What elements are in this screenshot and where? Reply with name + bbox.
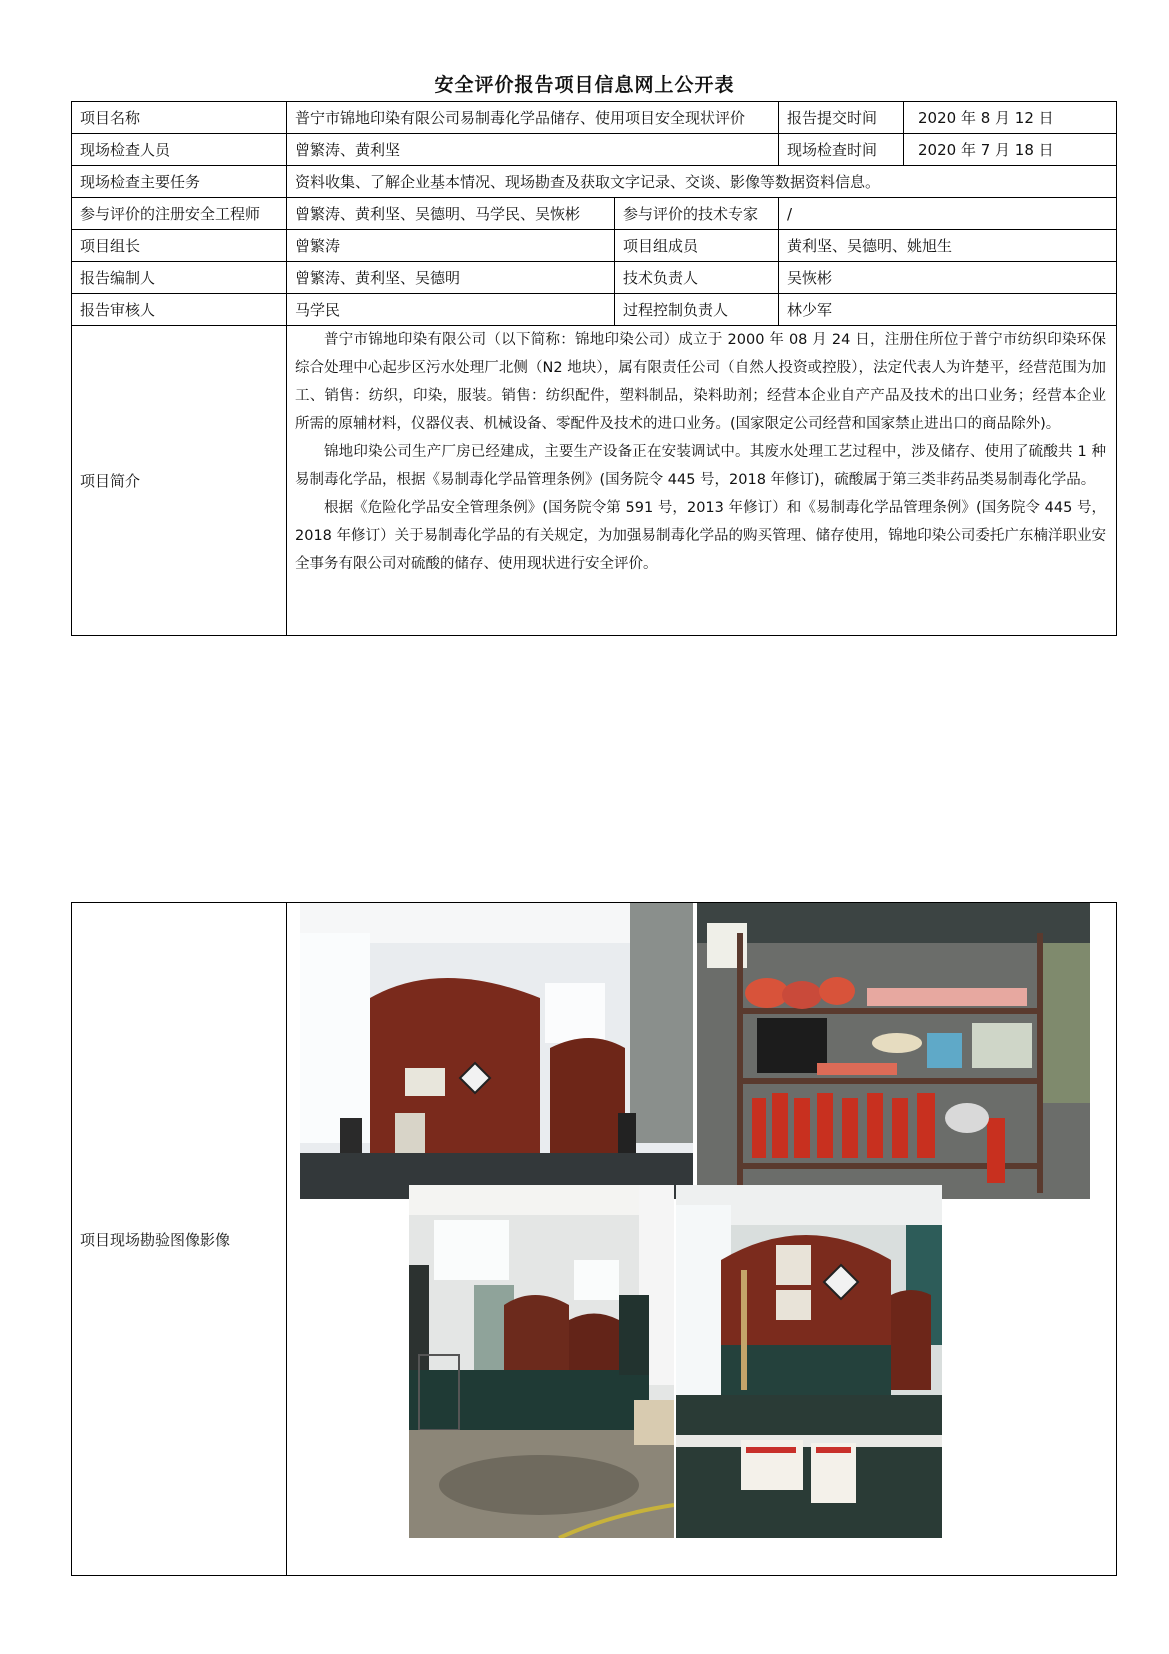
reviewer-label: 报告审核人 xyxy=(72,294,287,326)
row-leader xyxy=(72,230,1117,262)
photos-cell xyxy=(287,903,1117,1576)
row-inspectors xyxy=(72,134,1117,166)
intro-paragraph-1: 普宁市锦地印染有限公司（以下简称：锦地印染公司）成立于 2000 年 08 月 24 日，注册住所位于普宁市纺织印染环保综合处理中心起步区污水处理厂北侧（N2 地块），属有限责任公司（自然人投资或控股），法定代表人为许楚平，经营范围为加工、销售：纺织，印染，服装。销售：纺织配件，塑料制品，染料助剂；经营本企业自产产品及技术的出口业务；经营本企业所需的原辅材料，仪器仪表、机械设备、零配件及技术的进口业务。(国家限定公司经营和国家禁止进出口的商品除外)。 xyxy=(295,332,1107,432)
row-project-name xyxy=(72,102,1117,134)
leader-value: 曾繁涛 xyxy=(287,230,615,262)
row-intro xyxy=(72,326,1117,636)
process-lead-label: 过程控制负责人 xyxy=(615,294,779,326)
photo-tank-signs xyxy=(676,1185,942,1538)
intro-body xyxy=(287,326,1117,636)
experts-value: / xyxy=(779,198,1117,230)
photo-table xyxy=(71,902,1117,1576)
row-reviewer xyxy=(72,294,1117,326)
inspect-time-value: 2020 年 7 月 18 日 xyxy=(904,134,1117,166)
process-lead-value: 林少军 xyxy=(779,294,1117,326)
intro-paragraph-2: 锦地印染公司生产厂房已经建成，主要生产设备正在安装调试中。其废水处理工艺过程中，涉及储存、使用了硫酸共 1 种易制毒化学品，根据《易制毒化学品管理条例》(国务院令 445 号，2018 年修订)，硫酸属于第三类非药品类易制毒化学品。 xyxy=(295,444,1107,488)
photo-ppe-shelf xyxy=(697,903,1090,1199)
intro-paragraph-3: 根据《危险化学品安全管理条例》(国务院令第 591 号，2013 年修订）和《易制毒化学品管理条例》(国务院令 445 号，2018 年修订）关于易制毒化学品的有关规定，为加强易制毒化学品的购买管理、储存使用，锦地印染公司委托广东楠洋职业安全事务有限公司对硫酸的储存、使用现状进行安全评价。 xyxy=(295,500,1107,572)
photo-tanks-wide xyxy=(300,903,693,1199)
row-engineers xyxy=(72,198,1117,230)
reviewer-value: 马学民 xyxy=(287,294,615,326)
experts-label: 参与评价的技术专家 xyxy=(615,198,779,230)
project-name-value: 普宁市锦地印染有限公司易制毒化学品储存、使用项目安全现状评价 xyxy=(287,102,779,134)
tech-lead-value: 吴恢彬 xyxy=(779,262,1117,294)
row-compiler xyxy=(72,262,1117,294)
members-value: 黄利坚、吴德明、姚旭生 xyxy=(779,230,1117,262)
engineers-value: 曾繁涛、黄利坚、吴德明、马学民、吴恢彬 xyxy=(287,198,615,230)
project-name-label: 项目名称 xyxy=(72,102,287,134)
inspectors-label: 现场检查人员 xyxy=(72,134,287,166)
members-label: 项目组成员 xyxy=(615,230,779,262)
inspectors-value: 曾繁涛、黄利坚 xyxy=(287,134,779,166)
compiler-label: 报告编制人 xyxy=(72,262,287,294)
engineers-label: 参与评价的注册安全工程师 xyxy=(72,198,287,230)
leader-label: 项目组长 xyxy=(72,230,287,262)
tech-lead-label: 技术负责人 xyxy=(615,262,779,294)
photos-label: 项目现场勘验图像影像 xyxy=(72,903,287,1576)
submit-time-label: 报告提交时间 xyxy=(779,102,904,134)
intro-label: 项目简介 xyxy=(72,326,287,636)
inspect-time-label: 现场检查时间 xyxy=(779,134,904,166)
row-tasks xyxy=(72,166,1117,198)
tasks-value: 资料收集、了解企业基本情况、现场勘查及获取文字记录、交谈、影像等数据资料信息。 xyxy=(287,166,1117,198)
photo-tanks-platform xyxy=(409,1185,674,1538)
compiler-value: 曾繁涛、黄利坚、吴德明 xyxy=(287,262,615,294)
info-table xyxy=(71,101,1117,636)
submit-time-value: 2020 年 8 月 12 日 xyxy=(904,102,1117,134)
tasks-label: 现场检查主要任务 xyxy=(72,166,287,198)
page-title: 安全评价报告项目信息网上公开表 xyxy=(434,74,735,96)
